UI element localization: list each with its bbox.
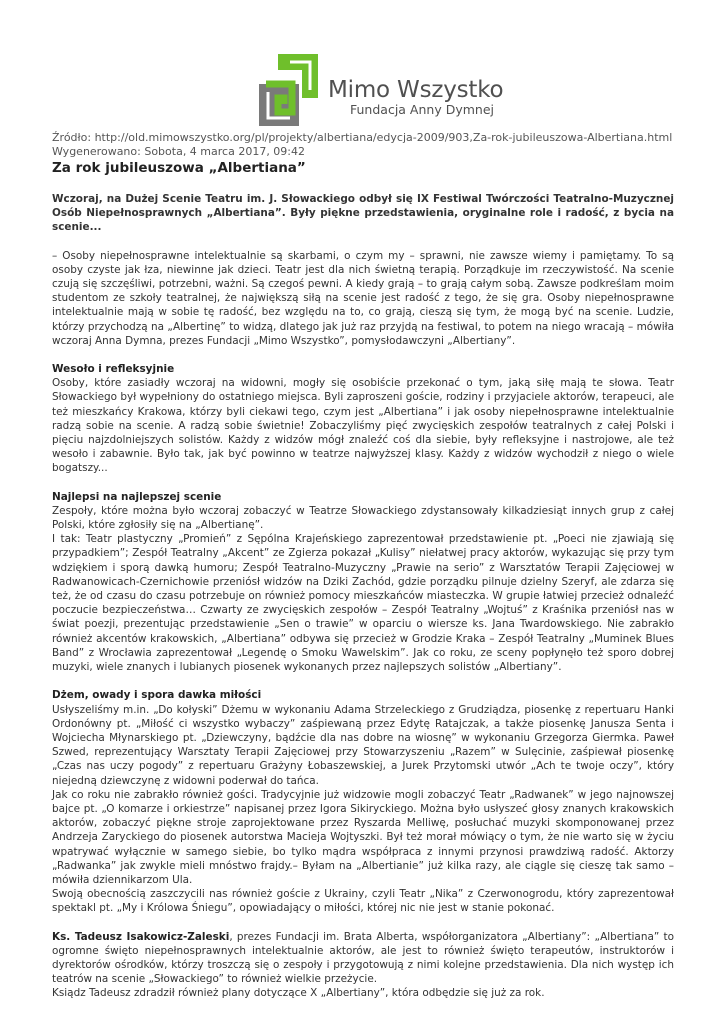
paragraph-closing: Ksiądz Tadeusz zdradził również plany dotyczące X „Albertiany”, która odbędzie się już za rok.	[52, 987, 545, 1000]
paragraph-dzem-1: Usłyszeliśmy m.in. „Do kołyski” Dżemu w wykonaniu Adama Strzeleckiego z Grudziądza, piosenkę z repertuaru Hanki Ordonówny pt. „Miłość ci wszystko wybaczy” zaśpiewaną przez Edytę Ratajczak, a także piosenkę Janusza Senta i Wojciecha Młynarskiego pt. „Dziewczyny, bądźcie dla nas dobre na wiosnę” w wykonaniu Grzegorza Giermka. Paweł Szwed, reprezentujący Warsztaty Terapii Zajęciowej przy Stowarzyszeniu „Razem” w Sulęcinie, zaśpiewał piosenkę „Czas nas uczy pogody” z repertuaru Grażyny Łobaszewskiej, a Jurek Przytomski utwór „Ach te twoje oczy”, który niejedną dziewczynę z widowni poderwał do tańca.	[52, 703, 674, 787]
paragraph-dzem-2: Jak co roku nie zabrakło również gości. Tradycyjnie już widzowie mogli zobaczyć Teatr „Radwanek” w jego najnowszej bajce pt. „O komarze i orkiestrze” napisanej przez Igora Sikiryckiego. Można było usłyszeć głosy znanych krakowskich aktorów, zobaczyć piękne stroje zaprojektowane przez Ryszarda Melliwę, posłuchać muzyki skomponowanej przez Andrzeja Zaryckiego do piosenek autorstwa Macieja Wojtyszki. Był też morał mówiący o tym, że nie warto się w życiu wpatrywać wyłącznie w samego siebie, bo tylko mądra współpraca z innymi przynosi prawdziwą radość. Aktorzy „Radwanka” jak zwykle mieli mnóstwo frajdy.– Byłam na „Albertianie” już kilka razy, ale ciągle się cieszę tak samo – mówiła dziennikarzom Ula.	[52, 788, 674, 886]
article-lead: Wczoraj, na Dużej Scenie Teatru im. J. Słowackiego odbył się IX Festiwal Twórczości Teatralno-Muzycznej Osób Niepełnosprawnych „Albertiana”. Były piękne przedstawienia, oryginalne role i radość, z bycia na scenie...	[52, 193, 674, 234]
article-title: Za rok jubileuszowa „Albertiana”	[52, 160, 306, 176]
paragraph-najlepsi-2: I tak: Teatr plastyczny „Promień” z Sępólna Krajeńskiego zaprezentował przedstawienie pt. „Poeci nie zjawiają się przypadkiem”; Zespół Teatralny „Akcent” ze Zgierza pokazał „Kulisy” niełatwej pracy aktorów, wykazując się przy tym wdziękiem i sporą dawką humoru; Zespół Teatralno-Muzyczny „Prawie na serio” z Warsztatów Terapii Zajęciowej w Radwanowicach-Czernichowie przeniósł widzów na Dziki Zachód, gdzie porządku pilnuje dzielny Szeryf, ale zdarza się też, że od czasu do czasu potrzebuje on również pomocy mieszkańców miasteczka. W grupie łatwiej przecież odnaleźć poczucie bezpieczeństwa… Czwarty ze zwycięskich zespołów – Zespół Teatralny „Wojtuś” z Kraśnika przeniósł nas w świat poezji, prezentując przedstawienie „Sen o trawie” w oparciu o wiersze ks. Jana Twardowskiego. Nie zabrakło również akcentów krakowskich, „Albertiana” odbywa się przecież w Grodzie Kraka – Zespół Teatralny „Muminek Blues Band” z Wrocławia zaprezentował „Legendę o Smoku Wawelskim”. Jak co roku, ze sceny popłynęło też sporo dobrej muzyki, wiele znanych i lubianych piosenek wykonanych przez najlepszych solistów „Albertiany”.	[52, 533, 674, 674]
speaker-name: Ks. Tadeusz Isakowicz-Zaleski	[52, 930, 230, 943]
logo-text	[328, 78, 503, 118]
paragraph-najlepsi-1: Zespoły, które można było wczoraj zobaczyć w Teatrze Słowackiego zdystansowały kilkadziesiąt innych grup z całej Polski, które zgłosiły się na „Albertianę”.	[52, 504, 674, 532]
paragraph-isakowicz-text: , prezes Fundacji im. Brata Alberta, współorganizatora „Albertiany”: „Albertiana” to ogromne święto niepełnosprawnych intelektualnie aktorów, ale jest to również święto terapeutów, instruktorów i dyrektorów ośrodków, którzy troszczą się o zespoły i przygotowują z nimi kolejne przedstawienia. Dla nich występ ich teatrów na scenie „Słowackiego” to również wielkie przeżycie.	[52, 930, 674, 986]
logo-name: Mimo Wszystko	[328, 77, 504, 103]
paragraph-wesolo: Osoby, które zasiadły wczoraj na widowni, mogły się osobiście przekonać o tym, jaką siłę mają te słowa. Teatr Słowackiego był wypełniony do ostatniego miejsca. Byli zaproszeni goście, rodziny i przyjaciele aktorów, terapeuci, ale też mieszkańcy Krakowa, którzy byli ciekawi tego, czym jest „Albertiana” i jak osoby niepełnosprawne intelektualnie radzą sobie na scenie. A radzą sobie świetnie! Zobaczyliśmy pięć zwycięskich zespołów teatralnych z całej Polski i pięciu najzdolniejszych solistów. Każdy z widzów mógł znaleźć coś dla siebie, były refleksyjne i nastrojowe, ale też wesoło i zabawnie. Było tak, jak być powinno w teatrze najwyższej klasy. Każdy z widzów wychodził z niego o wiele bogatszy...	[52, 377, 674, 475]
section-heading-wesolo: Wesoło i refleksyjnie	[52, 363, 175, 376]
source-url: Źródło: http://old.mimowszystko.org/pl/projekty/albertiana/edycja-2009/903,Za-rok-jubileuszowa-Albertiana.html	[52, 131, 673, 144]
paragraph-dzem-3: Swoją obecnością zaszczycili nas również goście z Ukrainy, czyli Teatr „Nika” z Czerwonogrodu, który zaprezentował spektakl pt. „My i Królowa Śniegu”, opowiadający o miłości, której nic nie jest w stanie pokonać.	[52, 888, 674, 915]
section-heading-najlepsi: Najlepsi na najlepszej scenie	[52, 490, 222, 503]
section-heading-dzem: Dżem, owady i spora dawka miłości	[52, 689, 262, 702]
logo-subtitle: Fundacja Anny Dymnej	[350, 102, 494, 117]
spiral-logo-icon	[256, 54, 322, 130]
article-body	[52, 192, 674, 1001]
paragraph-isakowicz	[52, 930, 674, 987]
logo	[256, 54, 504, 130]
generated-date: Wygenerowano: Sobota, 4 marca 2017, 09:42	[52, 145, 306, 158]
paragraph-quote-dymna: – Osoby niepełnosprawne intelektualnie są skarbami, o czym my – sprawni, nie zawsze wiemy i pamiętamy. To są osoby czyste jak łza, niewinne jak dzieci. Teatr jest dla nich świetną terapią. Porządkuje im rzeczywistość. Na scenie czują się szczęśliwi, potrzebni, ważni. Są czegoś pewni. A kiedy grają – to grają całym sobą. Zawsze podkreślam moim studentom ze szkoły teatralnej, że największą siłą na scenie jest radość z tego, że się gra. Osoby niepełnosprawne intelektualnie mają w sobie tę radość, bez względu na to, co grają, cieszą się tym, że mogą być na scenie. Ludzie, którzy przychodzą na „Albertinę” to widzą, dlatego jak już raz przyjdą na festiwal, to potem na niego wracają – mówiła wczoraj Anna Dymna, prezes Fundacji „Mimo Wszystko”, pomysłodawczyni „Albertiany”.	[52, 249, 674, 347]
document-meta	[52, 131, 672, 159]
